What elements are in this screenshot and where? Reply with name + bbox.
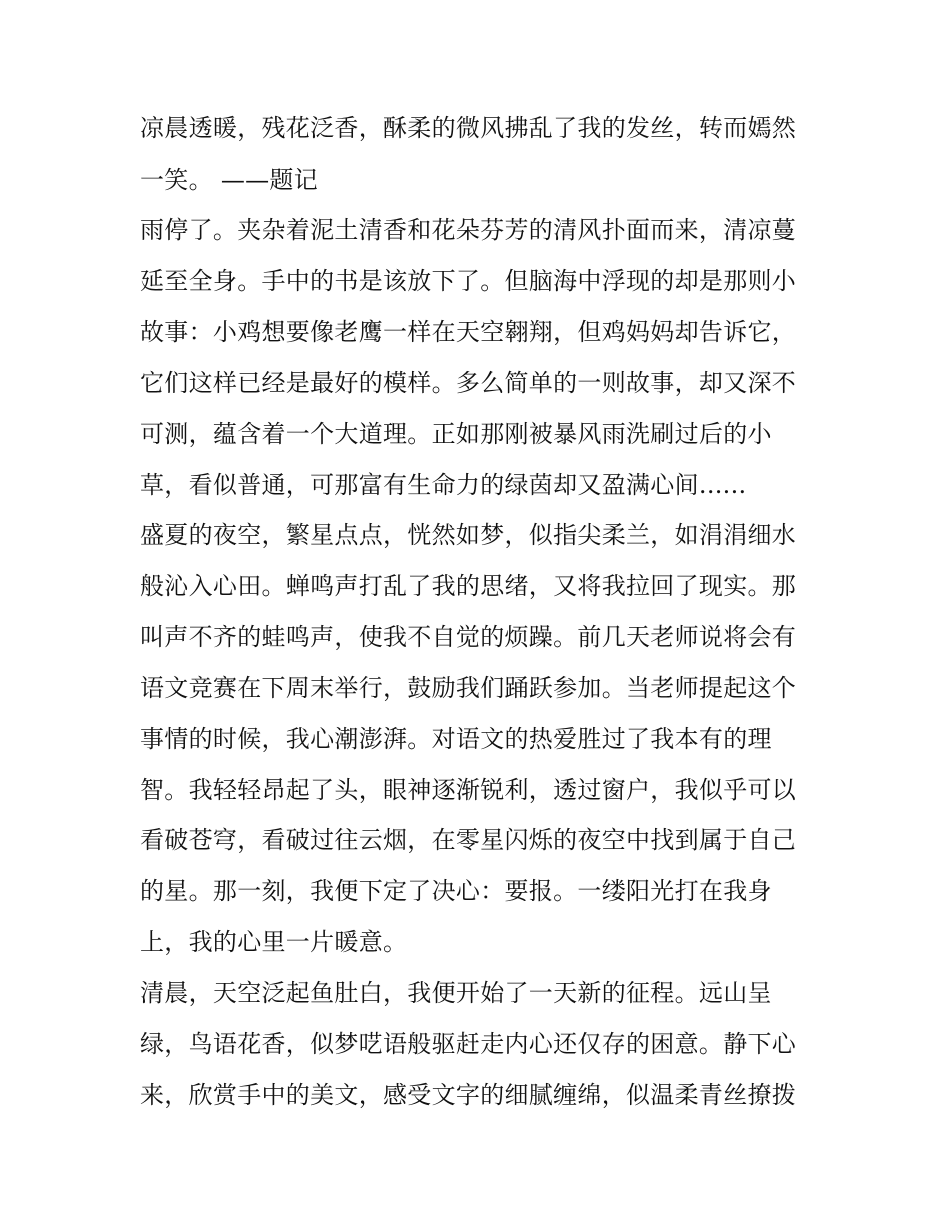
text-line: 事情的时候，我心潮澎湃。对语文的热爱胜过了我本有的理 <box>140 725 772 753</box>
text-line: 草，看似普通，可那富有生命力的绿茵却又盈满心间...... <box>140 471 747 499</box>
text-line: 故事：小鸡想要像老鹰一样在天空翱翔，但鸡妈妈却告诉它， <box>140 318 797 346</box>
text-line: 清晨，天空泛起鱼肚白，我便开始了一天新的征程。远山呈 <box>140 979 772 1007</box>
text-line: 智。我轻轻昂起了头，眼神逐渐锐利，透过窗户，我似乎可以 <box>140 776 797 804</box>
text-line: 它们这样已经是最好的模样。多么简单的一则故事，却又深不 <box>140 369 797 397</box>
text-line: 语文竞赛在下周末举行，鼓励我们踊跃参加。当老师提起这个 <box>140 674 797 702</box>
text-line: 雨停了。夹杂着泥土清香和花朵芬芳的清风扑面而来，清凉蔓 <box>140 216 797 244</box>
text-line: 上，我的心里一片暖意。 <box>140 928 408 956</box>
text-line: 看破苍穹，看破过往云烟，在零星闪烁的夜空中找到属于自己 <box>140 826 797 854</box>
text-line: 一笑。 ——题记 <box>140 166 319 194</box>
text-line: 盛夏的夜空，繁星点点，恍然如梦，似指尖柔兰，如涓涓细水 <box>140 521 797 549</box>
text-line: 叫声不齐的蛙鸣声，使我不自觉的烦躁。前几天老师说将会有 <box>140 623 797 651</box>
text-line: 凉晨透暖，残花泛香，酥柔的微风拂乱了我的发丝，转而嫣然 <box>140 114 797 142</box>
text-line: 可测，蕴含着一个大道理。正如那刚被暴风雨洗刷过后的小 <box>140 420 772 448</box>
text-line: 来，欣赏手中的美文，感受文字的细腻缠绵，似温柔青丝撩拨 <box>140 1081 797 1109</box>
text-line: 延至全身。手中的书是该放下了。但脑海中浮现的却是那则小 <box>140 267 797 295</box>
text-line: 绿，鸟语花香，似梦呓语般驱赶走内心还仅存的困意。静下心 <box>140 1030 797 1058</box>
text-line: 的星。那一刻，我便下定了决心：要报。一缕阳光打在我身 <box>140 877 772 905</box>
text-line: 般沁入心田。蝉鸣声打乱了我的思绪，又将我拉回了现实。那 <box>140 572 797 600</box>
